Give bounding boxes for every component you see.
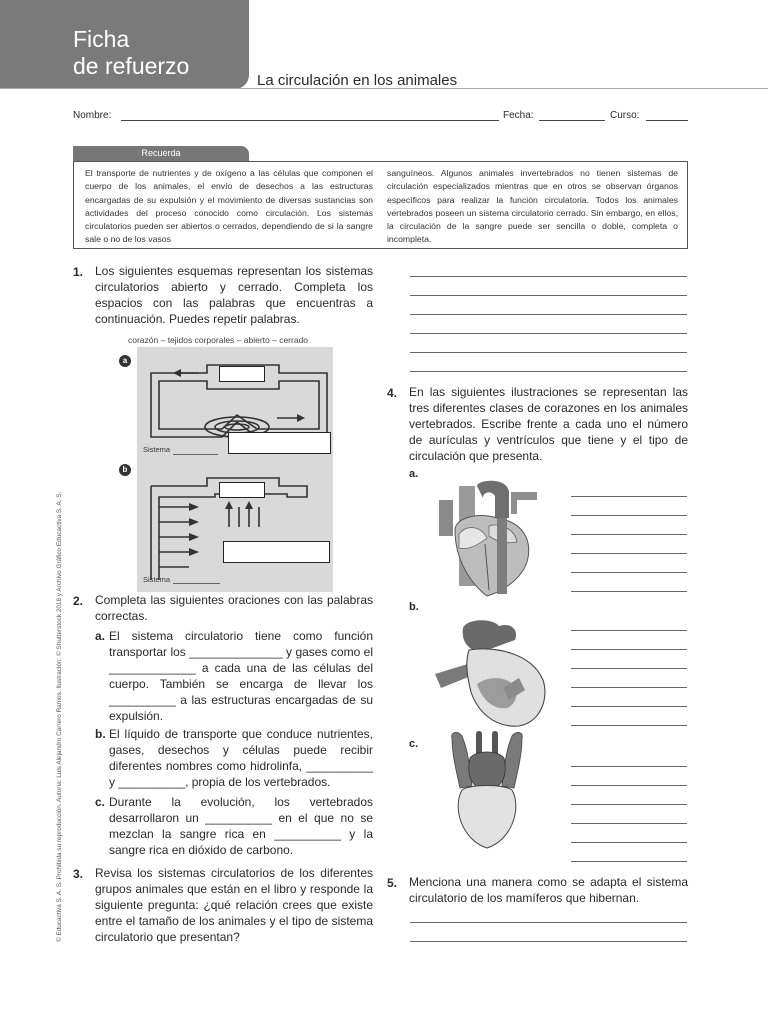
header-tab (0, 0, 249, 89)
arrowhead-b2 (245, 501, 253, 509)
q4a-answer-line[interactable] (571, 496, 687, 497)
pulmonary-artery (511, 492, 537, 514)
arrowhead-b1 (225, 501, 233, 509)
diagram-a-badge: a (119, 355, 131, 367)
q4-number: 4. (387, 386, 398, 400)
ventricle (458, 786, 516, 849)
nombre-label: Nombre: (73, 110, 112, 121)
q2b-label: b. (95, 727, 106, 741)
capillary-bed-inner (225, 424, 249, 430)
q3-answer-line[interactable] (410, 276, 687, 277)
side-credit: © Educactiva S. A. S. Prohibida su reproducción. Autoría: Luis Alejandro Carrero Ramos. Ilustración: © Shutterstock 2018 y Archivo Gráfico Educactiva S. A. S. (56, 491, 63, 942)
nombre-field[interactable] (121, 120, 499, 121)
q3-answer-line[interactable] (410, 333, 687, 334)
q3-text: Revisa los sistemas circulatorios de los diferentes grupos animales que están en el libro y responde la siguiente pregunta: ¿qué relación crees que existe entre el tamaño de los animales y el tipo de sistema circulatorio que presentan? (95, 866, 373, 944)
diagram-a-sistema-label: Sistema (143, 445, 171, 454)
open-system-returns (229, 507, 259, 527)
q4a-answer-line[interactable] (571, 515, 687, 516)
diagram-a-heart-box[interactable] (219, 366, 265, 382)
q3-answer-line[interactable] (410, 352, 687, 353)
header-tab-line1: Ficha (73, 26, 130, 52)
q3-number: 3. (73, 867, 84, 881)
q4c-answer-line[interactable] (571, 785, 687, 786)
open-system-branches (159, 507, 189, 567)
q4c-label: c. (409, 738, 419, 750)
q2c-text: Durante la evolución, los vertebrados desarrollaron un __________ en el que no se mezclan la sangre rica en __________ y la sangre rica en dióxido de carbono. (109, 795, 373, 857)
recuerda-col2: sanguíneos. Algunos animales invertebrados no tienen sistemas de circulación especializados mientras que en otros se observan órganos específicos para realizar la función circulatoria. Todos los animales vertebrados poseen un sistema circulatorio cerrado. Sin embargo, en ellos, la circulación de la sangre puede ser sencilla o doble, completa o incompleta. (387, 168, 678, 245)
q2a-text: El sistema circulatorio tiene como función transportar los ______________ y gases como el _____________ a cada una de las células del cuerpo. También se encarga de llevar los __________ a las estructuras encargadas de su expulsión. (109, 629, 373, 723)
right-trunk (502, 732, 522, 788)
arrowhead-a2 (297, 414, 305, 422)
q4b-answer-line[interactable] (571, 725, 687, 726)
arrowhead-b6 (189, 548, 199, 556)
diagram-a-sistema-field[interactable] (173, 454, 218, 455)
q3-answer-line[interactable] (410, 371, 687, 372)
q1-text: Los siguientes esquemas representan los sistemas circulatorios abierto y cerrado. Completa los espacios con las palabras que encuentras a continuación. Puedes repetir palabras. (95, 264, 373, 326)
q4c-answer-line[interactable] (571, 766, 687, 767)
q4b-answer-line[interactable] (571, 649, 687, 650)
q4a-answer-line[interactable] (571, 553, 687, 554)
q4a-answer-line[interactable] (571, 534, 687, 535)
q4b-answer-line[interactable] (571, 630, 687, 631)
q2-text: Completa las siguientes oraciones con las palabras correctas. (95, 593, 373, 623)
q2a-label: a. (95, 629, 106, 643)
arrowhead-b3 (189, 503, 199, 511)
curso-field[interactable] (646, 120, 688, 121)
q5-answer-line[interactable] (410, 941, 687, 942)
recuerda-col1: El transporte de nutrientes y de oxígeno a las células que componen el cuerpo de los animales, el envío de desechos a las estructuras encargadas de su expulsión y el movimiento de diversas sustancias son actividades del proceso conocido como circulación. Los sistemas circulatorios pueden ser abiertos o cerrados, dependiendo de si la sangre sale o no de los vasos (85, 168, 373, 245)
arrowhead-a1 (173, 369, 181, 377)
q5-text: Menciona una manera como se adapta el sistema circulatorio de los mamíferos que hibernan. (409, 875, 688, 905)
recuerda-box (73, 161, 688, 249)
fish-heart-illustration (433, 618, 551, 730)
q4a-label: a. (409, 468, 419, 480)
q4b-answer-line[interactable] (571, 706, 687, 707)
vessel-left (439, 500, 453, 536)
q4c-answer-line[interactable] (571, 804, 687, 805)
q4c-answer-line[interactable] (571, 842, 687, 843)
q3-answer-line[interactable] (410, 295, 687, 296)
amphibian-heart-illustration (442, 728, 532, 854)
q4c-answer-line[interactable] (571, 823, 687, 824)
arrowhead-b5 (189, 533, 199, 541)
q2b-text: El líquido de transporte que conduce nutrientes, gases, desechos y células puede recibir diferentes nombres como hidrolinfa, __________ y __________, propia de los vertebrados. (109, 727, 373, 789)
q2-number: 2. (73, 594, 84, 608)
q1-number: 1. (73, 265, 84, 279)
q4a-answer-line[interactable] (571, 572, 687, 573)
diagram-b-badge: b (119, 464, 131, 476)
page-title: La circulación en los animales (257, 72, 458, 89)
diagram-b-heart-box[interactable] (219, 482, 265, 498)
q1-word-bank: corazón – tejidos corporales – abierto – cerrado (128, 335, 309, 345)
left-trunk (452, 732, 472, 788)
q4b-label: b. (409, 601, 419, 613)
aortic-arch (477, 481, 509, 518)
q4c-answer-line[interactable] (571, 861, 687, 862)
fecha-label: Fecha: (503, 110, 534, 121)
recuerda-tab: Recuerda (73, 146, 249, 161)
atrium-shape (463, 620, 516, 652)
arrowhead-b4 (189, 518, 199, 526)
fecha-field[interactable] (539, 120, 605, 121)
descending-aorta (497, 518, 507, 594)
diagram-b-sistema-label: Sistema (143, 575, 171, 584)
q4a-answer-line[interactable] (571, 591, 687, 592)
q2c-label: c. (95, 795, 106, 809)
mammal-heart-illustration (437, 478, 547, 606)
q3-answer-line[interactable] (410, 314, 687, 315)
q4b-answer-line[interactable] (571, 687, 687, 688)
header-tab-line2: de refuerzo (73, 53, 190, 79)
q4b-answer-line[interactable] (571, 668, 687, 669)
q5-answer-line[interactable] (410, 922, 687, 923)
curso-label: Curso: (610, 110, 640, 121)
diagram-a-tissue-box[interactable] (228, 432, 331, 454)
diagram-b-sistema-field[interactable] (173, 583, 220, 584)
q4-text: En las siguientes ilustraciones se representan las tres diferentes clases de corazones en los animales vertebrados. Escribe frente a cada uno el número de aurículas y ventrículos que tiene y el tipo de circulación que presenta. (409, 385, 688, 463)
q5-number: 5. (387, 876, 398, 890)
diagram-b-tissue-box[interactable] (223, 541, 330, 563)
